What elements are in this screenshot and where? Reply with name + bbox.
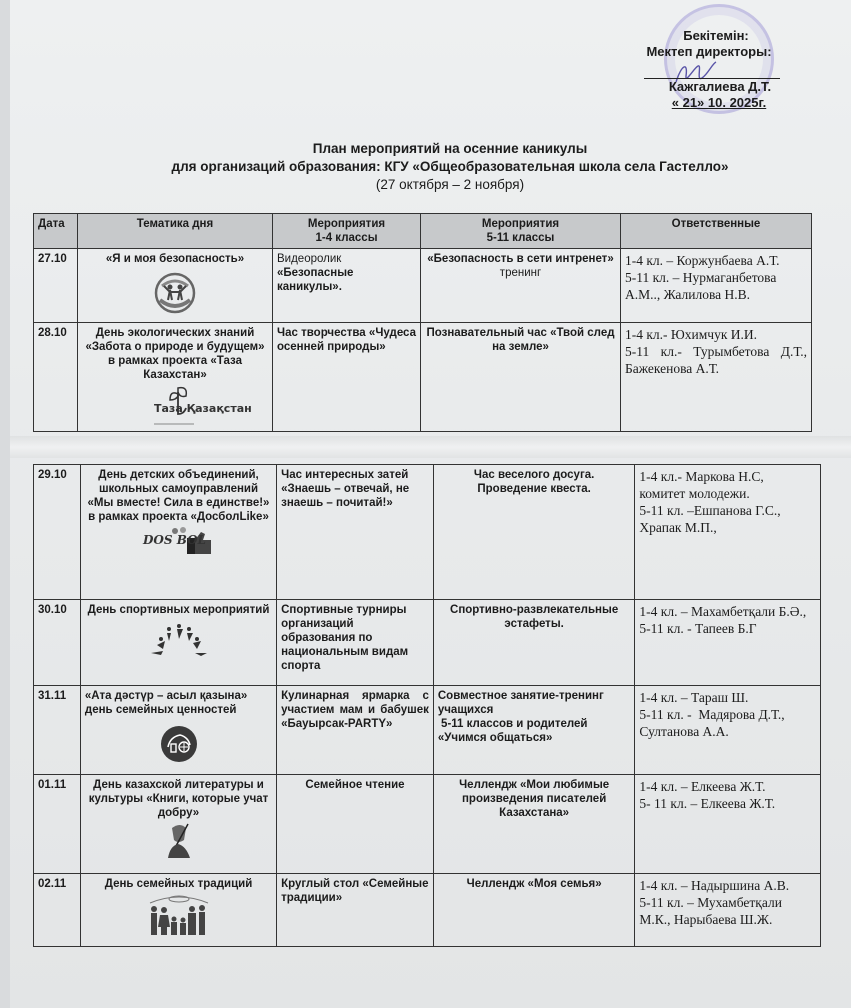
table-row bbox=[34, 600, 821, 686]
responsible-line: комитет молодежи. bbox=[639, 486, 750, 501]
event-line: Совместное занятие-тренинг учащихся bbox=[437, 690, 604, 716]
director-label: Мектеп директоры: bbox=[646, 44, 772, 59]
responsible-line: 5-11 кл. - Мадярова Д.Т., bbox=[639, 707, 785, 722]
responsible-line: 1-4 кл.- Юхимчук И.И. bbox=[625, 327, 758, 342]
row-theme bbox=[80, 874, 276, 947]
row-theme bbox=[78, 249, 273, 323]
family-group-icon bbox=[148, 893, 210, 937]
header-date: Дата bbox=[34, 214, 78, 249]
event-line: «Учимся общаться» bbox=[437, 732, 553, 744]
row-responsible bbox=[635, 686, 821, 775]
row-responsible bbox=[635, 465, 821, 600]
row-date: 28.10 bbox=[34, 323, 78, 432]
theme-text: «Ата дәстүр – асыл қазына» день семейных ценностей bbox=[84, 690, 248, 716]
row-events-5-11: Познавательный час «Твой след на земле» bbox=[421, 323, 621, 432]
theme-text: День семейных традиций bbox=[104, 878, 253, 890]
row-events-1-4: Семейное чтение bbox=[277, 775, 434, 874]
event-text: «Безопасность в сети интренет» bbox=[427, 253, 614, 265]
row-events-1-4: Кулинарная ярмарка с участием мам и бабушек «Бауырсак-PARTY» bbox=[277, 686, 434, 775]
table-header-row bbox=[34, 214, 812, 249]
paper-fold bbox=[10, 436, 851, 458]
plan-table-part-2 bbox=[33, 464, 821, 947]
responsible-line: 1-4 кл. – Махамбетқали Б.Ә., bbox=[639, 604, 807, 619]
responsible-line: 5-11 кл. –Ешпанова Г.С., bbox=[639, 503, 781, 518]
title-line-2: для организаций образования: КГУ «Общеобразовательная школа села Гастелло» bbox=[171, 159, 729, 174]
row-responsible bbox=[635, 874, 821, 947]
row-date: 29.10 bbox=[34, 465, 81, 600]
row-events-1-4: Круглый стол «Семейные традиции» bbox=[277, 874, 434, 947]
table-row bbox=[34, 249, 812, 323]
event-line: 5-11 классов и родителей bbox=[437, 718, 588, 730]
row-events-1-4: Час творчества «Чудеса осенней природы» bbox=[273, 323, 421, 432]
row-responsible bbox=[635, 775, 821, 874]
responsible-line: 1-4 кл. – Надыршина А.В. bbox=[639, 878, 790, 893]
taza-kazakhstan-logo bbox=[150, 384, 252, 428]
row-date: 27.10 bbox=[34, 249, 78, 323]
responsible-line: 1-4 кл. – Коржунбаева А.Т. bbox=[625, 253, 780, 268]
row-date: 02.11 bbox=[34, 874, 81, 947]
responsible-line: 5-11 кл.- Турымбетова Д.Т., Бажекенова А.Т. bbox=[625, 344, 807, 376]
row-theme bbox=[80, 686, 276, 775]
row-responsible bbox=[621, 249, 812, 323]
row-date: 31.11 bbox=[34, 686, 81, 775]
table-row bbox=[34, 465, 821, 600]
table-row bbox=[34, 686, 821, 775]
row-responsible bbox=[621, 323, 812, 432]
approval-date: « 21» 10. 2025г. bbox=[671, 95, 767, 110]
theme-text: «Я и моя безопасность» bbox=[105, 253, 245, 265]
responsible-line: 5- 11 кл. – Елкеева Ж.Т. bbox=[639, 796, 776, 811]
row-events-5-11: Челлендж «Моя семья» bbox=[433, 874, 635, 947]
title-dates: (27 октября – 2 ноября) bbox=[375, 177, 525, 192]
header-responsible: Ответственные bbox=[621, 214, 812, 249]
logo-text-taza: Таза Қазақстан bbox=[154, 402, 252, 415]
director-name: Кажгалиева Д.Т. bbox=[668, 79, 772, 94]
event-text: «Безопасные каникулы». bbox=[277, 267, 354, 293]
row-events-5-11 bbox=[433, 686, 635, 775]
row-responsible bbox=[635, 600, 821, 686]
header-theme: Тематика дня bbox=[78, 214, 273, 249]
row-date: 01.11 bbox=[34, 775, 81, 874]
responsible-line: 1-4 кл.- Маркова Н.С, bbox=[639, 469, 764, 484]
document-title bbox=[100, 140, 800, 194]
theme-text: День спортивных мероприятий bbox=[87, 604, 270, 616]
sports-figures-icon bbox=[149, 623, 209, 657]
signature-line bbox=[644, 60, 780, 79]
row-events-1-4: Час интересных затей «Знаешь – отвечай, не знаешь – почитай!» bbox=[277, 465, 434, 600]
theme-text: День казахской литературы и культуры «Книги, которые учат добру» bbox=[88, 779, 269, 819]
row-theme bbox=[78, 323, 273, 432]
row-theme bbox=[80, 465, 276, 600]
responsible-line: Султанова А.А. bbox=[639, 724, 729, 739]
table-row bbox=[34, 874, 821, 947]
theme-text: День детских объединений, школьных самоуправлений «Мы вместе! Сила в единстве!» в рамках проекта «ДосболLike» bbox=[87, 469, 270, 523]
theme-text: День экологических знаний «Забота о природе и будущем» в рамках проекта «Таза Казахстан» bbox=[85, 327, 265, 381]
approval-label: Бекітемін: bbox=[683, 28, 749, 43]
table-row bbox=[34, 775, 821, 874]
row-events-1-4 bbox=[273, 249, 421, 323]
header-events-5-11: Мероприятия 5-11 классы bbox=[421, 214, 621, 249]
row-date: 30.10 bbox=[34, 600, 81, 686]
row-theme bbox=[80, 775, 276, 874]
row-events-5-11: Час веселого досуга. Проведение квеста. bbox=[433, 465, 635, 600]
approval-block bbox=[634, 28, 784, 111]
poet-quill-icon bbox=[166, 822, 192, 858]
responsible-line: 5-11 кл. – Нурмаганбетова А.М.., Жалилова Н.В. bbox=[625, 270, 777, 302]
row-theme bbox=[80, 600, 276, 686]
event-text-suffix: тренинг bbox=[499, 267, 542, 279]
row-events-5-11 bbox=[421, 249, 621, 323]
responsible-line: Храпак М.П., bbox=[639, 520, 717, 535]
logo-text-dosbol: DOS BOL bbox=[142, 533, 206, 547]
row-events-5-11: Спортивно-развлекательные эстафеты. bbox=[433, 600, 635, 686]
title-line-1: План мероприятий на осенние каникулы bbox=[312, 141, 588, 156]
responsible-line: 1-4 кл. – Елкеева Ж.Т. bbox=[639, 779, 766, 794]
safety-children-icon bbox=[154, 272, 196, 314]
row-events-1-4: Спортивные турниры организаций образования по национальным видам спорта bbox=[277, 600, 434, 686]
responsible-line: 5-11 кл. – Мухамбетқали М.К., Нарыбаева Ш.Ж. bbox=[639, 895, 782, 927]
event-text-prefix: Видеоролик bbox=[277, 253, 342, 265]
header-events-1-4: Мероприятия 1-4 классы bbox=[273, 214, 421, 249]
dosbol-like-logo bbox=[141, 526, 217, 560]
responsible-line: 1-4 кл. – Тараш Ш. bbox=[639, 690, 749, 705]
yurt-family-icon bbox=[160, 725, 198, 763]
responsible-line: 5-11 кл. - Тапеев Б.Г bbox=[639, 621, 757, 636]
plan-table-part-1 bbox=[33, 213, 812, 432]
row-events-5-11: Челлендж «Мои любимые произведения писателей Казахстана» bbox=[433, 775, 635, 874]
table-row bbox=[34, 323, 812, 432]
